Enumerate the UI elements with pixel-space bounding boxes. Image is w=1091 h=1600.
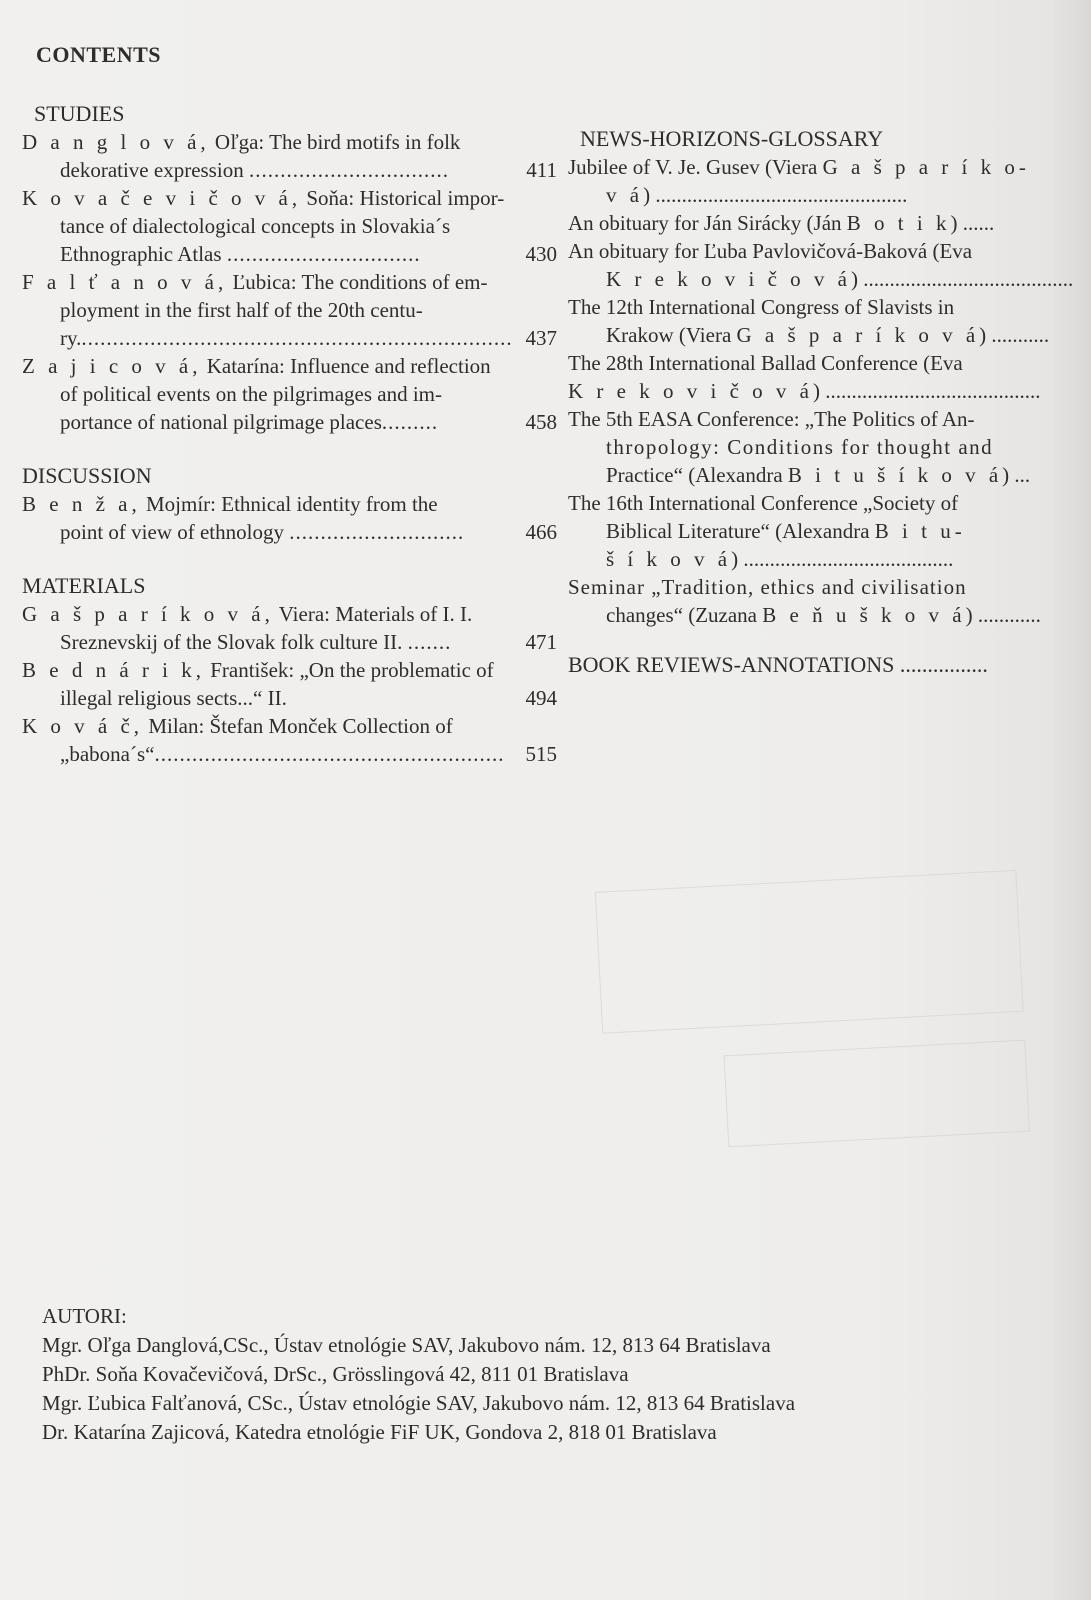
section-heading-news: NEWS-HORIZONS-GLOSSARY	[580, 126, 884, 151]
entry-author: G a š p a r í k o v á	[736, 323, 980, 347]
entry-author: B i t u-	[874, 519, 966, 543]
entry-title-cont: Ethnographic Atlas	[60, 242, 222, 266]
page-number: 494	[525, 686, 557, 710]
page-number: 515	[525, 742, 557, 766]
entry-text: Krakow (Viera	[606, 323, 737, 347]
toc-entry[interactable]: K o v á č, Milan: Štefan Monček Collection of „babona´s“........................................................ 515	[22, 714, 557, 766]
authors-heading: AUTORI:	[42, 1304, 127, 1328]
entry-text: The 16th International Conference „Society of	[568, 491, 959, 515]
entry-title: Mojmír: Ethnical identity from the	[140, 492, 438, 516]
entry-author: B o t i k	[846, 211, 951, 235]
entry-author: B e ň u š k o v á	[762, 603, 966, 627]
entry-title-cont: dekorative expression	[60, 158, 244, 182]
page-number: 466	[525, 520, 557, 544]
entry-author: B e d n á r i k,	[22, 658, 205, 682]
toc-entry[interactable]	[568, 349, 1073, 405]
page-number: 437	[525, 326, 557, 350]
toc-entry[interactable]	[568, 209, 1073, 237]
toc-entry[interactable]	[568, 489, 1073, 573]
toc-entry-book-reviews[interactable]	[568, 651, 1073, 679]
authors-block	[42, 1302, 795, 1447]
entry-title: Soňa: Historical impor-	[301, 186, 505, 210]
entry-author: v á	[606, 183, 644, 207]
author-address: Mgr. Oľga Danglová,CSc., Ústav etnológie SAV, Jakubovo nám. 12, 813 64 Bratislava	[42, 1333, 771, 1357]
entry-title-cont: of political events on the pilgrimages and im-	[60, 382, 442, 406]
toc-entry[interactable]	[568, 293, 1073, 349]
page-number: 471	[525, 630, 557, 654]
entry-title-cont: point of view of ethnology	[60, 520, 284, 544]
entry-title: František: „On the problematic of	[204, 658, 494, 682]
left-column	[22, 100, 567, 768]
entry-author: D a n g l o v á,	[22, 130, 210, 154]
entry-title: Viera: Materials of I. I.	[273, 602, 473, 626]
contents-title: CONTENTS	[36, 42, 162, 67]
entry-text: thropology: Conditions for thought and	[606, 435, 994, 459]
toc-entry[interactable]: F a l ť a n o v á, Ľubica: The conditions of em- ployment in the first half of the 20th centu- ry...................................................................... 437	[22, 270, 557, 350]
entry-title-cont: ry.	[60, 326, 82, 350]
author-address: Dr. Katarína Zajicová, Katedra etnológie FiF UK, Gondova 2, 818 01 Bratislava	[42, 1420, 717, 1444]
entry-title: Oľga: The bird motifs in folk	[209, 130, 461, 154]
entry-author: K r e k o v i č o v á	[568, 379, 813, 403]
toc-entry[interactable]: K o v a č e v i č o v á, Soňa: Historical impor- tance of dialectological concepts in Slovakia´s Ethnographic Atlas ............................... 430	[22, 186, 557, 266]
entry-text: ) ...	[1002, 463, 1031, 487]
entry-text: The 28th International Ballad Conference (Eva	[568, 351, 963, 375]
entry-text: An obituary for Ján Sirácky (Ján	[568, 211, 847, 235]
right-column	[568, 125, 1073, 679]
entry-text: An obituary for Ľuba Pavlovičová-Baková (Eva	[568, 239, 973, 263]
entry-text: ) ........................................	[850, 267, 1073, 291]
entry-text: Seminar „Tradition, ethics and civilisation	[568, 575, 967, 599]
toc-entry[interactable]: D a n g l o v á, Oľga: The bird motifs in folk dekorative expression ................................ 411	[22, 130, 557, 182]
entry-text: Jubilee of V. Je. Gusev (Viera	[568, 155, 823, 179]
entry-title-cont: Sreznevskij of the Slovak folk culture II.	[60, 630, 403, 654]
toc-entry[interactable]	[568, 237, 1073, 293]
page-number: 458	[525, 410, 557, 434]
entry-text: ) .........................................	[812, 379, 1041, 403]
entry-title: Ľubica: The conditions of em-	[227, 270, 488, 294]
toc-entry[interactable]: Z a j i c o v á, Katarína: Influence and reflection of political events on the pilgrimages and im- portance of national pilgrimage places......... 458	[22, 354, 557, 434]
entry-title-cont: illegal religious sects...“ II.	[60, 686, 287, 710]
entry-author: B i t u š í k o v á	[787, 463, 1003, 487]
section-heading-discussion: DISCUSSION	[22, 463, 152, 488]
author-address: Mgr. Ľubica Falťanová, CSc., Ústav etnológie SAV, Jakubovo nám. 12, 813 64 Bratislava	[42, 1391, 796, 1415]
entry-text: The 12th International Congress of Slavists in	[568, 295, 955, 319]
entry-author: K r e k o v i č o v á	[606, 267, 851, 291]
toc-entry[interactable]	[568, 405, 1073, 489]
entry-text: ) ............	[965, 603, 1041, 627]
section-heading-materials: MATERIALS	[22, 573, 146, 598]
entry-text: The 5th EASA Conference: „The Politics of An-	[568, 407, 975, 431]
entry-text: ) ...........	[979, 323, 1050, 347]
entry-title-cont: portance of national pilgrimage places	[60, 410, 382, 434]
toc-entry[interactable]: B e n ž a, Mojmír: Ethnical identity from the point of view of ethnology ............................ 466	[22, 492, 557, 544]
show-through-text	[582, 808, 1069, 1162]
entry-author: B e n ž a,	[22, 492, 141, 516]
toc-entry[interactable]: G a š p a r í k o v á, Viera: Materials of I. I. Sreznevskij of the Slovak folk culture II. ....... 471	[22, 602, 557, 654]
entry-author: K o v á č,	[22, 714, 144, 738]
entry-author: G a š p a r í k o-	[822, 155, 1030, 179]
entry-title-cont: „babona´s“	[60, 742, 155, 766]
entry-title: Milan: Štefan Monček Collection of	[143, 714, 453, 738]
entry-title: Katarína: Influence and reflection	[201, 354, 491, 378]
entry-author: F a l ť a n o v á,	[22, 270, 228, 294]
entry-text: ) ................................................	[643, 183, 908, 207]
entry-title-cont: ployment in the first half of the 20th centu-	[60, 298, 423, 322]
entry-author: Z a j i c o v á,	[22, 354, 202, 378]
entry-title-cont: tance of dialectological concepts in Slovakia´s	[60, 214, 451, 238]
entry-text: Biblical Literature“ (Alexandra	[606, 519, 875, 543]
entry-text: changes“ (Zuzana	[606, 603, 763, 627]
entry-text: Practice“ (Alexandra	[606, 463, 788, 487]
section-heading-studies: STUDIES	[34, 101, 125, 126]
entry-text: ) ........................................	[731, 547, 954, 571]
author-address: PhDr. Soňa Kovačevičová, DrSc., Grösslingová 42, 811 01 Bratislava	[42, 1362, 629, 1386]
section-heading-book-reviews: BOOK REVIEWS-ANNOTATIONS ................	[568, 652, 988, 677]
entry-author: K o v a č e v i č o v á,	[22, 186, 302, 210]
entry-author: š í k o v á	[606, 547, 732, 571]
page-number: 430	[525, 242, 557, 266]
toc-entry[interactable]	[568, 153, 1073, 209]
toc-entry[interactable]	[568, 573, 1073, 629]
page-number: 411	[526, 158, 557, 182]
entry-author: G a š p a r í k o v á,	[22, 602, 274, 626]
toc-entry[interactable]	[22, 656, 567, 712]
entry-text: ) ......	[950, 211, 995, 235]
